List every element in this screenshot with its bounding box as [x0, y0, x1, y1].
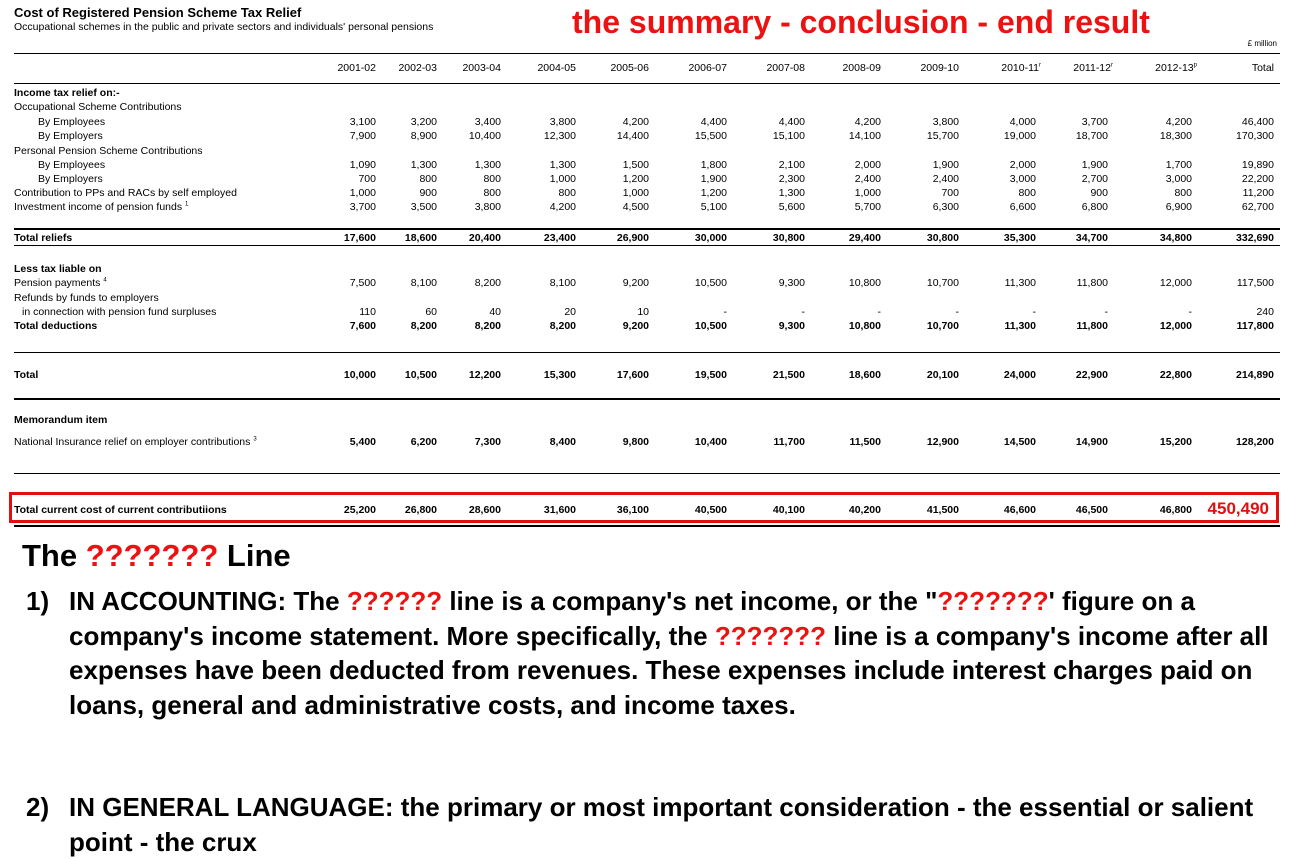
definition-text-part: line is a company's net income, or the " — [442, 586, 938, 616]
table-cell: 22,800 — [1159, 369, 1192, 381]
table-cell: 15,200 — [1159, 436, 1192, 448]
table-rule — [14, 83, 1280, 84]
table-cell: 40,500 — [694, 504, 727, 516]
table-cell: 4,200 — [622, 116, 649, 128]
masked-word: ??????? — [714, 620, 826, 651]
column-header — [610, 62, 649, 75]
table-cell: 10,700 — [926, 320, 959, 332]
table-cell: 22,200 — [1241, 173, 1274, 185]
table-cell: 20,400 — [468, 232, 501, 244]
footnote-mark: 1 — [185, 201, 189, 208]
table-cell: 2,100 — [778, 159, 805, 171]
row-label-pp-employees — [38, 159, 105, 172]
table-cell: 700 — [358, 173, 376, 185]
table-cell: 8,100 — [549, 277, 576, 289]
table-cell: 1,000 — [854, 187, 881, 199]
table-cell: 4,400 — [700, 116, 727, 128]
heading-text-after: Line — [218, 538, 291, 573]
table-cell: 41,500 — [926, 504, 959, 516]
table-cell: 8,200 — [474, 320, 501, 332]
table-cell: 35,300 — [1003, 232, 1036, 244]
row-label-text: Refunds by funds to employers — [14, 292, 159, 304]
table-cell: 11,500 — [849, 436, 881, 448]
table-cell: 46,500 — [1075, 504, 1108, 516]
table-cell: 3,000 — [1165, 173, 1192, 185]
table-cell: 4,200 — [549, 201, 576, 213]
table-cell: 34,700 — [1075, 232, 1108, 244]
table-cell: 11,200 — [1242, 187, 1274, 199]
table-cell: 4,400 — [778, 116, 805, 128]
footnote-mark: 4 — [103, 277, 107, 284]
row-label-total-reliefs — [14, 232, 72, 245]
table-cell: 6,200 — [410, 436, 437, 448]
definition-text — [69, 790, 1292, 859]
table-cell: 7,900 — [349, 130, 376, 142]
row-label-text: Investment income of pension funds — [14, 201, 183, 213]
table-cell: 15,100 — [772, 130, 805, 142]
table-cell: 26,900 — [616, 232, 649, 244]
table-cell: 5,600 — [778, 201, 805, 213]
row-label-text: Memorandum item — [14, 414, 108, 426]
table-cell: 25,200 — [343, 504, 376, 516]
column-header — [337, 62, 376, 75]
definition-item — [22, 790, 1292, 859]
row-label-pp-employers — [38, 173, 103, 186]
row-label-text: Total — [14, 369, 39, 381]
table-cell: 29,400 — [848, 232, 881, 244]
masked-word: ??????? — [85, 538, 219, 573]
table-cell: 14,500 — [1003, 436, 1036, 448]
table-cell: 10,500 — [694, 320, 727, 332]
table-cell: 31,600 — [543, 504, 576, 516]
table-cell: 34,800 — [1159, 232, 1192, 244]
definition-text-part: line is a company's income after all expenses have been deducted from revenues. These expenses include interest charges paid on loans, general and administrative costs, and income taxes. — [69, 620, 1269, 720]
table-cell: 7,500 — [349, 277, 376, 289]
row-label-text: National Insurance relief on employer contributions — [14, 436, 251, 448]
definition-number: 2) — [26, 792, 50, 822]
table-cell: 1,900 — [700, 173, 727, 185]
masked-word: ??????? — [937, 586, 1049, 616]
table-cell: 10,500 — [404, 369, 437, 381]
table-cell: 17,600 — [616, 369, 649, 381]
table-cell: 800 — [1174, 187, 1192, 199]
column-header-label: 2007-08 — [766, 62, 805, 74]
table-cell: 11,300 — [1004, 320, 1036, 332]
row-label-text: Occupational Scheme Contributions — [14, 101, 182, 113]
table-cell: 9,200 — [622, 320, 649, 332]
table-cell: 3,700 — [349, 201, 376, 213]
column-header — [842, 62, 881, 75]
column-header-label: 2009-10 — [920, 62, 959, 74]
definition-text-part: IN ACCOUNTING: The — [69, 586, 347, 616]
row-label-text: Total current cost of current contributiions — [14, 504, 227, 516]
table-cell: 24,000 — [1003, 369, 1036, 381]
row-label-income-heading — [14, 87, 120, 100]
table-cell: 3,800 — [474, 201, 501, 213]
table-cell: 1,200 — [700, 187, 727, 199]
column-footnote-mark: r — [1111, 62, 1113, 69]
row-label-text: Total reliefs — [14, 232, 73, 244]
table-cell: 11,800 — [1076, 277, 1108, 289]
table-cell: 700 — [941, 187, 959, 199]
table-cell: 2,300 — [778, 173, 805, 185]
table-cell: 4,200 — [1165, 116, 1192, 128]
units-label: £ million — [1247, 39, 1277, 48]
table-cell: 1,000 — [549, 173, 576, 185]
table-cell: 8,200 — [474, 277, 501, 289]
row-label-text: Income tax relief on:- — [14, 87, 120, 99]
table-cell: 3,400 — [474, 116, 501, 128]
table-cell: 12,300 — [543, 130, 576, 142]
table-rule — [14, 53, 1280, 54]
column-footnote-mark: p — [1193, 62, 1197, 69]
table-cell: 2,000 — [854, 159, 881, 171]
table-cell: 6,900 — [1165, 201, 1192, 213]
column-header-label: 2008-09 — [842, 62, 881, 74]
table-cell: 1,500 — [622, 159, 649, 171]
row-label-investment-income — [14, 201, 188, 214]
table-cell: 11,800 — [1076, 320, 1108, 332]
table-cell: 30,800 — [772, 232, 805, 244]
table-cell: 12,200 — [468, 369, 501, 381]
table-cell: 8,900 — [410, 130, 437, 142]
table-cell: 800 — [483, 187, 501, 199]
table-cell: 14,900 — [1075, 436, 1108, 448]
row-label-refunds — [22, 306, 216, 319]
table-cell: - — [955, 306, 959, 318]
table-cell: 18,700 — [1075, 130, 1108, 142]
table-cell: 5,400 — [349, 436, 376, 448]
column-header — [1001, 62, 1041, 75]
column-header — [398, 62, 437, 75]
table-subtitle: Occupational schemes in the public and private sectors and individuals' personal pensions — [14, 21, 434, 33]
table-cell: 1,300 — [778, 187, 805, 199]
row-label-occ-employees — [38, 116, 105, 129]
table-cell: 40,200 — [848, 504, 881, 516]
table-cell: 10,800 — [848, 320, 881, 332]
table-cell: 21,500 — [772, 369, 805, 381]
table-cell: 46,400 — [1241, 116, 1274, 128]
heading-text-before: The — [22, 538, 86, 573]
table-cell: 11,700 — [773, 436, 805, 448]
table-cell: 3,500 — [410, 201, 437, 213]
table-cell: 110 — [359, 306, 376, 318]
table-rule — [14, 352, 1280, 353]
row-label-self-employed — [14, 187, 237, 200]
table-cell: 10 — [637, 306, 649, 318]
table-rule — [14, 525, 1280, 527]
definition-heading — [22, 538, 291, 574]
table-cell: 214,890 — [1236, 369, 1274, 381]
row-label-text: By Employers — [38, 173, 103, 185]
column-header-label: 2006-07 — [688, 62, 727, 74]
table-cell: 12,000 — [1159, 277, 1192, 289]
table-cell: 8,200 — [410, 320, 437, 332]
column-header-label: 2011-12 — [1073, 62, 1111, 74]
table-cell: 46,800 — [1159, 504, 1192, 516]
table-cell: 128,200 — [1236, 436, 1274, 448]
row-label-text: in connection with pension fund surpluses — [22, 306, 217, 318]
row-label-occupational-heading — [14, 101, 182, 114]
row-label-text: Personal Pension Scheme Contributions — [14, 145, 203, 157]
definition-number: 1) — [26, 586, 50, 616]
table-cell: 9,200 — [622, 277, 649, 289]
table-cell: 10,000 — [343, 369, 376, 381]
column-header — [1155, 62, 1197, 75]
table-cell: 1,300 — [474, 159, 501, 171]
table-cell: 40 — [489, 306, 501, 318]
table-cell: 8,100 — [410, 277, 437, 289]
table-cell: 10,500 — [694, 277, 727, 289]
column-header — [920, 62, 959, 75]
masked-word: ?????? — [346, 586, 443, 616]
table-rule — [14, 245, 1280, 246]
table-cell: 17,600 — [343, 232, 376, 244]
row-label-text: Total deductions — [14, 320, 98, 332]
table-cell: 117,500 — [1236, 277, 1274, 289]
row-label-text: By Employees — [38, 116, 106, 128]
column-header — [766, 62, 805, 75]
table-cell: 8,200 — [549, 320, 576, 332]
red-annotation: the summary - conclusion - end result — [572, 4, 1150, 40]
table-cell: 40,100 — [772, 504, 805, 516]
table-title: Cost of Registered Pension Scheme Tax Relief — [14, 5, 302, 20]
table-cell: 12,900 — [926, 436, 959, 448]
row-label-total-current — [14, 504, 227, 517]
table-cell: 30,000 — [694, 232, 727, 244]
table-cell: 6,600 — [1009, 201, 1036, 213]
table-cell: 800 — [483, 173, 501, 185]
table-cell: 7,300 — [474, 436, 501, 448]
row-label-refunds-heading — [14, 292, 159, 305]
row-label-text: Contribution to PPs and RACs by self employed — [14, 187, 237, 199]
column-header-label: 2012-13 — [1155, 62, 1194, 74]
table-cell: 15,700 — [926, 130, 959, 142]
row-label-text: By Employees — [38, 159, 106, 171]
table-cell: 6,800 — [1081, 201, 1108, 213]
table-cell: - — [723, 306, 727, 318]
table-cell: - — [801, 306, 805, 318]
table-cell: 20,100 — [926, 369, 959, 381]
table-cell: 1,200 — [622, 173, 649, 185]
table-cell: 11,300 — [1004, 277, 1036, 289]
table-cell: 1,300 — [410, 159, 437, 171]
table-cell: 18,600 — [848, 369, 881, 381]
table-cell: 900 — [419, 187, 437, 199]
column-footnote-mark: r — [1039, 62, 1041, 69]
table-cell: 14,100 — [848, 130, 881, 142]
row-label-text: By Employers — [38, 130, 103, 142]
footnote-mark: 3 — [253, 436, 257, 443]
row-label-less-tax-heading — [14, 263, 102, 276]
column-header — [537, 62, 576, 75]
table-cell: 1,090 — [349, 159, 376, 171]
table-cell: 10,800 — [848, 277, 881, 289]
table-cell: 10,400 — [694, 436, 727, 448]
table-cell: 20 — [564, 306, 576, 318]
table-cell: 332,690 — [1236, 232, 1274, 244]
table-cell: - — [1104, 306, 1108, 318]
table-cell: 4,500 — [622, 201, 649, 213]
row-label-ni-relief — [14, 436, 257, 449]
row-label-personal-heading — [14, 145, 203, 158]
table-cell: 3,700 — [1081, 116, 1108, 128]
table-cell: 2,400 — [854, 173, 881, 185]
table-cell: 1,000 — [349, 187, 376, 199]
table-rule — [14, 473, 1280, 474]
table-cell: 4,000 — [1009, 116, 1036, 128]
table-cell: 9,800 — [622, 436, 649, 448]
table-cell: 1,900 — [932, 159, 959, 171]
table-cell: 15,300 — [543, 369, 576, 381]
table-cell: 22,900 — [1075, 369, 1108, 381]
table-cell: 117,800 — [1236, 320, 1274, 332]
definition-text-part: ' figure on a company's income statement. More specifically, the — [69, 586, 1195, 651]
table-cell: 800 — [419, 173, 437, 185]
table-cell: 9,300 — [778, 320, 805, 332]
table-cell: 170,300 — [1236, 130, 1274, 142]
table-rule — [14, 398, 1280, 400]
row-label-memo-heading — [14, 414, 107, 427]
table-cell: 1,000 — [622, 187, 649, 199]
column-header-label: 2001-02 — [337, 62, 376, 74]
table-cell: 28,600 — [468, 504, 501, 516]
table-cell: 36,100 — [616, 504, 649, 516]
column-header-label: 2004-05 — [537, 62, 576, 74]
table-cell: 3,800 — [549, 116, 576, 128]
table-cell: 5,700 — [854, 201, 881, 213]
table-cell: 3,100 — [349, 116, 376, 128]
definition-text — [69, 584, 1292, 722]
table-cell: 2,700 — [1081, 173, 1108, 185]
table-cell: 1,700 — [1165, 159, 1192, 171]
column-header-label: 2005-06 — [610, 62, 649, 74]
row-label-occ-employers — [38, 130, 103, 143]
table-cell: 4,200 — [854, 116, 881, 128]
table-cell: 8,400 — [549, 436, 576, 448]
column-header — [1252, 62, 1274, 75]
table-cell: 6,300 — [932, 201, 959, 213]
table-cell: 10,400 — [468, 130, 501, 142]
row-label-pension-payments — [14, 277, 107, 290]
table-cell: 46,600 — [1003, 504, 1036, 516]
table-cell: 800 — [558, 187, 576, 199]
table-cell: 14,400 — [616, 130, 649, 142]
column-header-label: 2002-03 — [398, 62, 437, 74]
table-cell: 1,800 — [700, 159, 727, 171]
table-cell: 1,300 — [549, 159, 576, 171]
table-cell: 60 — [425, 306, 437, 318]
table-cell: 3,800 — [932, 116, 959, 128]
table-cell: - — [1188, 306, 1192, 318]
table-cell: 15,500 — [694, 130, 727, 142]
table-cell: 7,600 — [349, 320, 376, 332]
table-cell: - — [877, 306, 881, 318]
column-header-label: Total — [1251, 62, 1274, 74]
table-cell: 19,890 — [1241, 159, 1274, 171]
table-cell: 2,400 — [932, 173, 959, 185]
table-cell: 62,700 — [1241, 201, 1274, 213]
table-cell: 18,300 — [1159, 130, 1192, 142]
table-cell: 30,800 — [926, 232, 959, 244]
column-header-label: 2010-11 — [1001, 62, 1039, 74]
table-cell: 26,800 — [404, 504, 437, 516]
table-cell: 3,000 — [1009, 173, 1036, 185]
table-cell: 9,300 — [778, 277, 805, 289]
table-rule — [14, 228, 1280, 230]
table-cell: 240 — [1256, 306, 1274, 318]
row-label-text: Less tax liable on — [14, 263, 102, 275]
column-header — [462, 62, 501, 75]
table-cell: 19,500 — [694, 369, 727, 381]
row-label-total — [14, 369, 38, 382]
table-cell: 10,700 — [926, 277, 959, 289]
definition-text-part: IN GENERAL LANGUAGE: the primary or most important consideration - the essential or salient point - the crux — [69, 792, 1254, 857]
table-cell: 1,900 — [1081, 159, 1108, 171]
row-label-text: Pension payments — [14, 277, 101, 289]
grand-total-value: 450,490 — [1207, 499, 1269, 518]
column-header — [688, 62, 727, 75]
table-cell: 3,200 — [410, 116, 437, 128]
row-label-total-deductions — [14, 320, 97, 333]
column-header-label: 2003-04 — [462, 62, 501, 74]
table-cell: 900 — [1090, 187, 1108, 199]
table-cell: 12,000 — [1159, 320, 1192, 332]
table-cell: 19,000 — [1003, 130, 1036, 142]
table-cell: 18,600 — [404, 232, 437, 244]
table-cell: 2,000 — [1009, 159, 1036, 171]
table-cell: 800 — [1018, 187, 1036, 199]
column-header — [1073, 62, 1113, 75]
table-cell: 5,100 — [700, 201, 727, 213]
table-cell: - — [1032, 306, 1036, 318]
definition-item — [22, 584, 1292, 722]
table-cell: 23,400 — [543, 232, 576, 244]
